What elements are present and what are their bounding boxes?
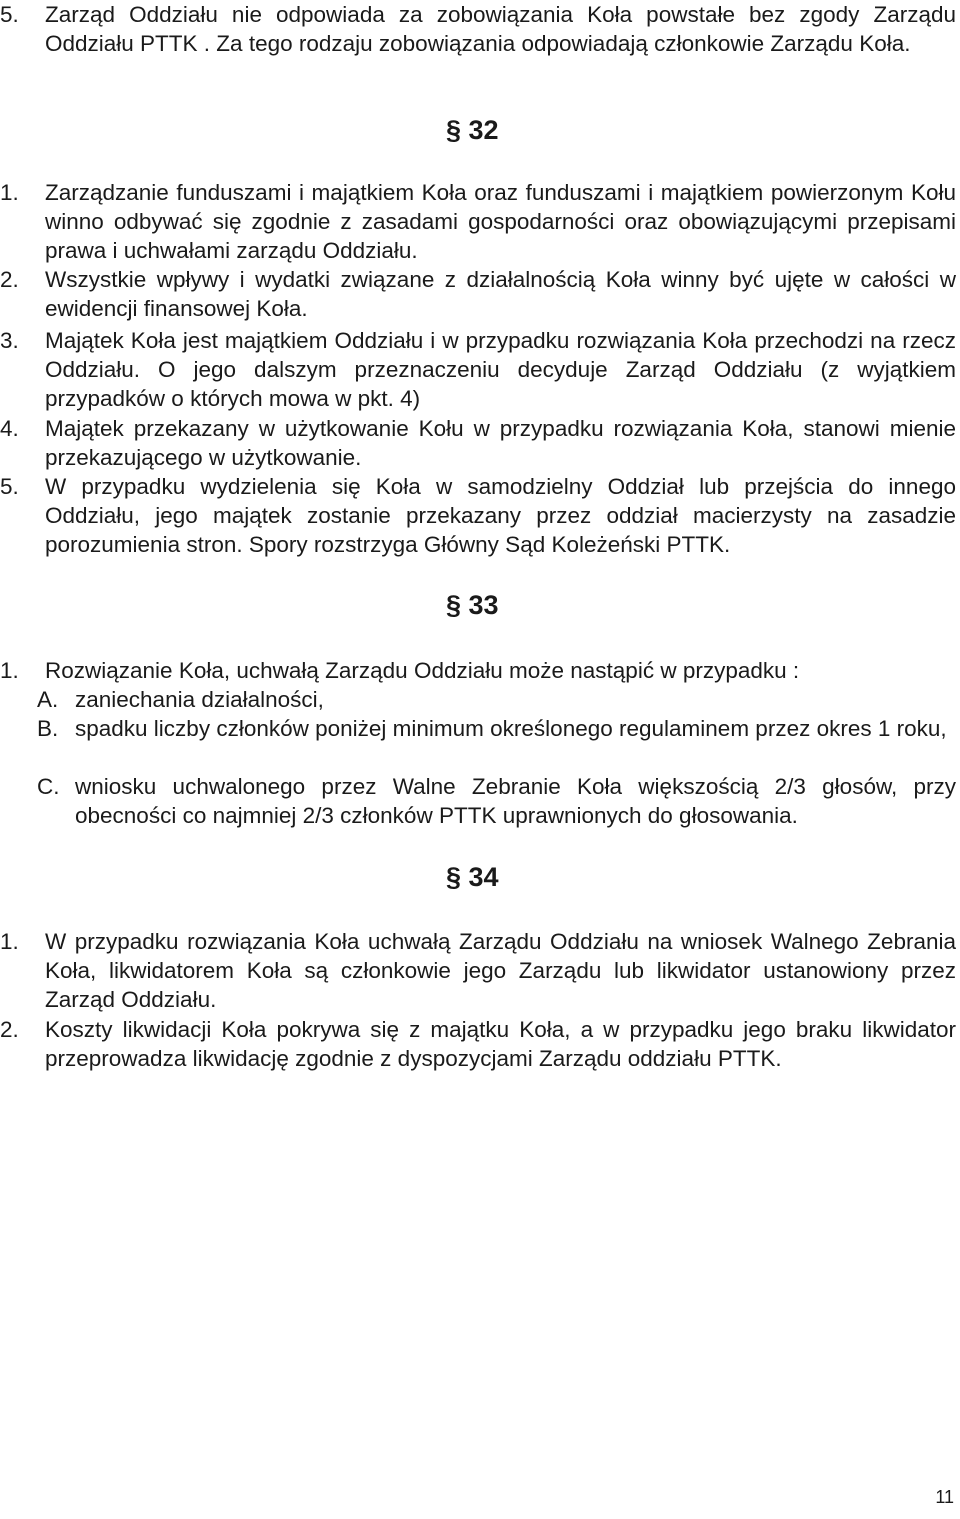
subpoint-item — [0, 714, 956, 743]
paragraph-item — [0, 1015, 956, 1073]
paragraph-item — [0, 927, 956, 1014]
section-heading-33: § 33 — [446, 590, 499, 620]
paragraph-item — [0, 414, 956, 472]
page-number: 11 — [935, 1487, 954, 1507]
item-text: Majątek Koła jest majątkiem Oddziału i w przypadku rozwiązania Koła przechodzi na rzecz Oddziału. O jego dalszym przeznaczeniu decyduje Zarząd Oddziału (z wyjątkiem przypadków o których mowa w pkt. 4) — [45, 328, 956, 411]
item-text: Majątek przekazany w użytkowanie Kołu w przypadku rozwiązania Koła, stanowi mienie przekazującego w użytkowanie. — [45, 416, 956, 470]
item-number: 2. — [0, 267, 19, 292]
item-text: W przypadku rozwiązania Koła uchwałą Zarządu Oddziału na wniosek Walnego Zebrania Koła, likwidatorem Koła są członkowie jego Zarządu lub likwidator ustanowiony przez Zarząd Oddziału. — [45, 929, 956, 1012]
paragraph-item — [0, 265, 956, 323]
item-text: Koszty likwidacji Koła pokrywa się z majątku Koła, a w przypadku jego braku likwidator przeprowadza likwidację zgodnie z dyspozycjami Zarządu oddziału PTTK. — [45, 1017, 956, 1071]
subpoint-text: wniosku uchwalonego przez Walne Zebranie Koła większością 2/3 głosów, przy obecności co najmniej 2/3 członków PTTK uprawnionych do głosowania. — [75, 774, 956, 828]
subpoint-item — [0, 772, 956, 830]
item-text: Zarządzanie funduszami i majątkiem Koła oraz funduszami i majątkiem powierzonym Kołu winno odbywać się zgodnie z zasadami gospodarności oraz obowiązującymi przepisami prawa i uchwałami zarządu Oddziału. — [45, 180, 956, 263]
item-text: W przypadku wydzielenia się Koła w samodzielny Oddział lub przejścia do innego Oddziału, jego majątek zostanie przekazany przez oddział macierzysty na zasadzie porozumienia stron. Spory rozstrzyga Główny Sąd Koleżeński PTTK. — [45, 474, 956, 557]
subpoint-letter: C. — [37, 774, 60, 799]
subpoint-text: zaniechania działalności, — [75, 687, 324, 712]
subpoint-letter: B. — [37, 716, 59, 741]
paragraph-item — [0, 326, 956, 413]
item-number: 4. — [0, 416, 19, 441]
paragraph-item — [0, 0, 956, 58]
item-text: Wszystkie wpływy i wydatki związane z działalnością Koła winny być ujęte w całości w ewidencji finansowej Koła. — [45, 267, 956, 321]
item-number: 1. — [0, 658, 19, 683]
subpoint-letter: A. — [37, 687, 59, 712]
section-heading-34: § 34 — [446, 862, 499, 892]
item-number: 3. — [0, 328, 19, 353]
subpoint-item — [0, 685, 956, 714]
item-number: 5. — [0, 2, 19, 27]
paragraph-item — [0, 472, 956, 559]
item-number: 1. — [0, 180, 19, 205]
subpoint-text: spadku liczby członków poniżej minimum określonego regulaminem przez okres 1 roku, — [75, 716, 947, 741]
item-text: Rozwiązanie Koła, uchwałą Zarządu Oddziału może nastąpić w przypadku : — [45, 658, 800, 683]
item-text: Zarząd Oddziału nie odpowiada za zobowiązania Koła powstałe bez zgody Zarządu Oddziału PTTK . Za tego rodzaju zobowiązania odpowiadają członkowie Zarządu Koła. — [45, 2, 956, 56]
paragraph-item — [0, 178, 956, 265]
paragraph-item — [0, 656, 956, 685]
item-number: 1. — [0, 929, 19, 954]
item-number: 2. — [0, 1017, 19, 1042]
section-heading-32: § 32 — [446, 115, 499, 145]
item-number: 5. — [0, 474, 19, 499]
